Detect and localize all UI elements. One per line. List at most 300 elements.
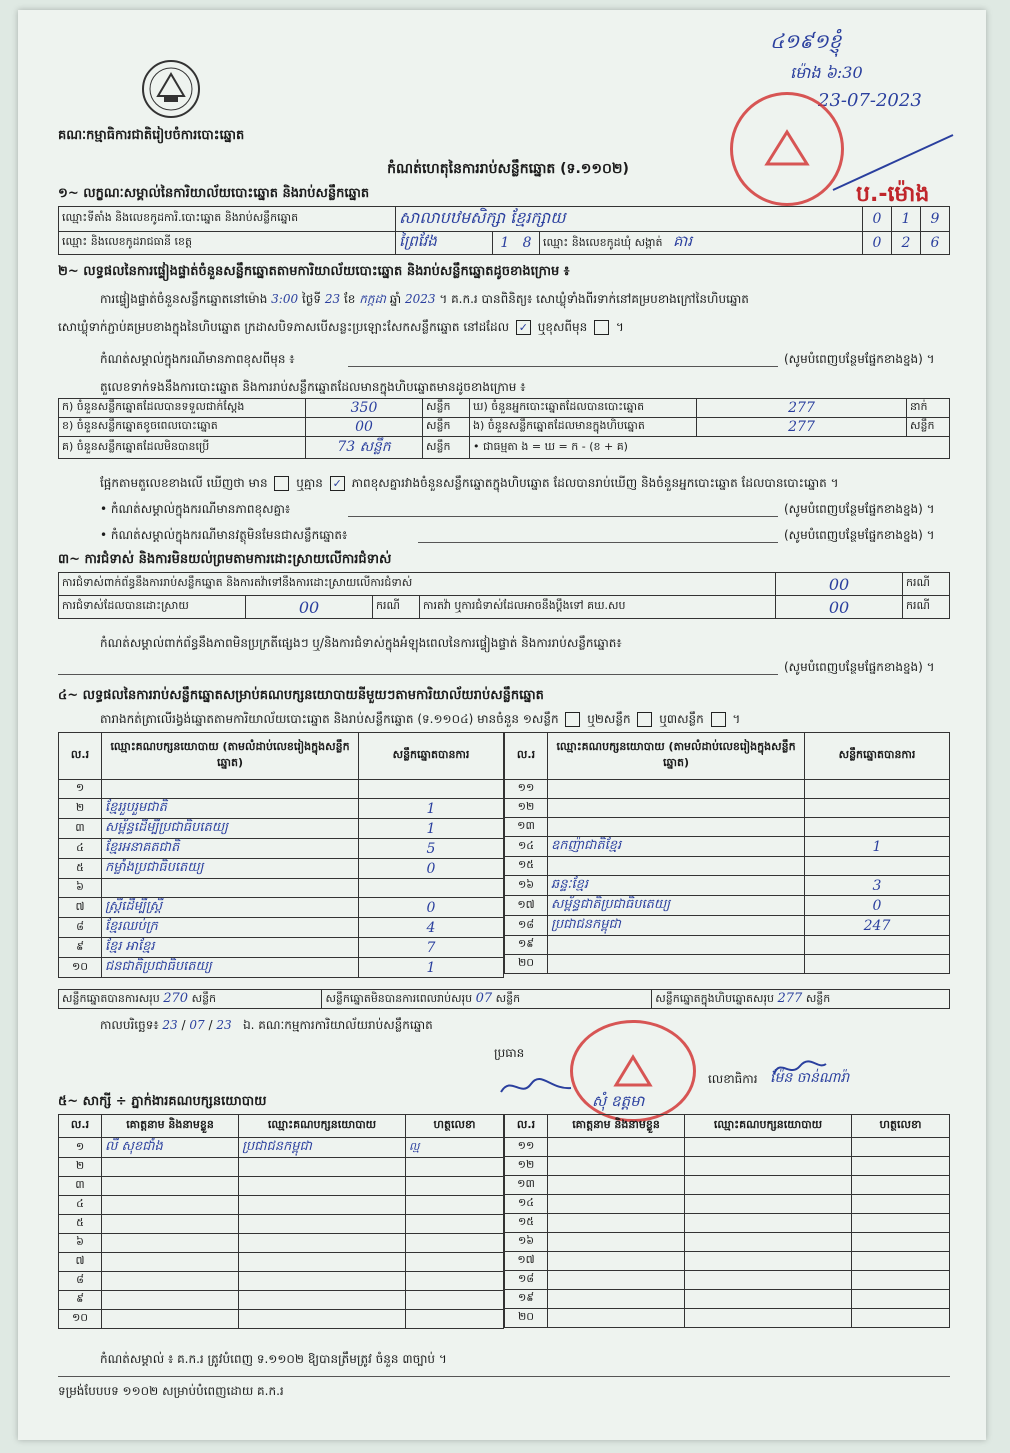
witness-signature [406, 1215, 504, 1234]
witness-party [685, 1233, 852, 1252]
president-name: សុំ ឧត្តមា [592, 1092, 645, 1110]
row-no: ៥ [59, 859, 102, 879]
row-no: ៣ [59, 1177, 102, 1196]
row-no: ២០ [505, 955, 548, 974]
section5-title: ៥~ សាក្សី ÷ ភ្នាក់ងារគណបក្សនយោបាយ [58, 1094, 267, 1109]
gh-label: ឃ) ចំនួនអ្នកបោះឆ្នោតដែលបានបោះឆ្នោត [470, 399, 697, 418]
bullet-difference-line [348, 516, 778, 517]
witness-name [548, 1138, 685, 1157]
witness-name: លី សុខជាំង [102, 1138, 239, 1158]
total-valid-cell [59, 990, 322, 1009]
totals-table [58, 989, 950, 1009]
form-title: កំណត់ហេតុនៃការរាប់សន្លឹកឆ្នោត (ទ.១១០២) [387, 161, 629, 177]
discrepancy-yes-checkbox[interactable] [274, 476, 289, 491]
party-name [548, 955, 805, 974]
row-no: ១៥ [505, 857, 548, 876]
witness-signature [406, 1196, 504, 1215]
result-row [505, 837, 950, 857]
row-no: ១២ [505, 1157, 548, 1176]
total-box-label: សន្លឹកឆ្នោតក្នុងហិបឆ្នោតសរុប [655, 991, 774, 1005]
col-votes: សន្លឹកឆ្នោតបានការ [359, 733, 504, 780]
result-row [505, 876, 950, 896]
row-no: ១ [59, 780, 102, 799]
row-no: ៦ [59, 879, 102, 898]
valid-votes: 3 [805, 876, 950, 896]
witness-name [102, 1272, 239, 1291]
result-row [59, 819, 504, 839]
objection-r2-label: ការជំទាស់ដែលបានដោះស្រាយ [59, 596, 246, 619]
valid-votes: 0 [359, 898, 504, 918]
section1-table [58, 206, 950, 255]
row-no: ៧ [59, 898, 102, 918]
kh-label: ខ) ចំនួនសន្លឹកឆ្នោតខូចពេលបោះឆ្នោត [59, 418, 306, 437]
secretary-label: លេខាធិការ [708, 1072, 758, 1086]
valid-votes: 1 [359, 799, 504, 819]
verify-time-label: ការផ្ទៀងផ្ទាត់ចំនួនសន្លឹកឆ្នោតនៅម៉ោង [100, 292, 268, 306]
ko-unit: សន្លឹក [423, 437, 470, 459]
section1-title: ១~ លក្ខណៈសម្គាល់នៃការិយាល័យបោះឆ្នោត និងរាប់សន្លឹកឆ្នោត [58, 186, 370, 201]
witness-party [239, 1310, 406, 1329]
row-no: ២ [59, 1158, 102, 1177]
total-valid-unit: សន្លឹក [191, 991, 217, 1005]
discrepancy-line [100, 476, 839, 491]
gh-value: 277 [697, 399, 907, 418]
province-value: ព្រៃវែង [396, 232, 493, 255]
handwritten-date: 23-07-2023 [818, 90, 922, 111]
party-name [548, 818, 805, 837]
witness-party [239, 1158, 406, 1177]
result-row [505, 818, 950, 837]
witness-party [239, 1253, 406, 1272]
result-row [59, 918, 504, 938]
valid-votes [805, 818, 950, 837]
witness-party [685, 1195, 852, 1214]
ng-label: ង) ចំនួនសន្លឹកឆ្នោតដែលមានក្នុងហិបឆ្នោត [470, 418, 697, 437]
result-row [59, 938, 504, 958]
witness-name [102, 1291, 239, 1310]
province-label: ឈ្មោះ និងលេខកូដរាជធានី ខេត្ត [59, 232, 396, 255]
discrepancy-label-a: ផ្អែកតាមតួលេខខាងលើ ឃើញថា មាន [100, 476, 268, 490]
valid-votes: 4 [359, 918, 504, 938]
ng-unit: សន្លឹក [907, 418, 950, 437]
row-no: ១៧ [505, 1252, 548, 1271]
verify-month-label: ខែ [343, 292, 356, 306]
objection-r3-label: ការតវ៉ា ឬការជំទាស់ដែលអាចនឹងប្តឹងទៅ គឃ.សប [420, 596, 776, 619]
gh-unit: នាក់ [907, 399, 950, 418]
row-no: ១៥ [505, 1214, 548, 1233]
party-name [548, 780, 805, 799]
total-valid: 270 [163, 990, 189, 1006]
verify-month: កក្កដា [359, 292, 386, 306]
witness-signature [406, 1291, 504, 1310]
witness-signature [406, 1272, 504, 1291]
footer-divider [58, 1376, 950, 1377]
witness-row [505, 1157, 950, 1176]
witness-row [59, 1215, 504, 1234]
row-no: ១ [59, 1138, 102, 1158]
total-box: 277 [777, 990, 803, 1006]
row-no: ១៩ [505, 936, 548, 955]
result-row [59, 839, 504, 859]
discrepancy-label-c: ភាពខុសគ្នារវាងចំនួនសន្លឹកឆ្នោតក្នុងហិបឆ្នោត ដែលបានរាប់ឃើញ និងចំនួនអ្នកបោះឆ្នោត ដែលបានបោះឆ្នោត ។ [351, 476, 839, 490]
witness-row [59, 1272, 504, 1291]
witness-row [505, 1214, 950, 1233]
footer-text: ទម្រង់បែបបទ ១១០២ សម្រាប់បំពេញដោយ គ.ក.រ [58, 1384, 284, 1398]
section4-title: ៤~ លទ្ធផលនៃការរាប់សន្លឹកឆ្នោតសម្រាប់គណបក្សនយោបាយនីមួយៗតាមការិយាល័យរាប់សន្លឹកឆ្នោត [58, 688, 544, 703]
row-no: ១៣ [505, 1176, 548, 1195]
witness-name [548, 1271, 685, 1290]
witness-party [239, 1272, 406, 1291]
row-no: ១០ [59, 958, 102, 978]
results-table-left [58, 732, 504, 978]
witness-name [102, 1215, 239, 1234]
results-table-right [504, 732, 950, 974]
section3-title: ៣~ ការជំទាស់ និងការមិនយល់ព្រមតាមការដោះស្រាយលើការជំទាស់ [58, 552, 392, 567]
w-col-name: គោត្តនាម និងនាមខ្លួន [548, 1115, 685, 1138]
three-sheet-checkbox[interactable] [711, 712, 726, 727]
change-note-line [348, 366, 778, 367]
witness-row [59, 1158, 504, 1177]
party-name: ជនជាតិប្រជាធិបតេយ្យ [102, 958, 359, 978]
witness-signature [852, 1290, 950, 1309]
w-col-sign: ហត្ថលេខា [406, 1115, 504, 1138]
ko-label: គ) ចំនួនសន្លឹកឆ្នោតដែលមិនបានប្រើ [59, 437, 306, 459]
two-sheet-checkbox[interactable] [637, 712, 652, 727]
result-row [505, 780, 950, 799]
result-row [59, 958, 504, 978]
witness-name [102, 1310, 239, 1329]
seal-status-text: សោឃ្លុំទាក់ភ្ជាប់គម្របខាងក្នុងនៃហិបឆ្នោត ក្រដាសបិទភាសបើសន្លះប្រឡោះសែកសន្លឹកឆ្នោត នៅដដែល [58, 320, 510, 334]
row-no: ១៨ [505, 1271, 548, 1290]
change-note-label: កំណត់សម្គាល់ក្នុងករណីមានភាពខុសពីមុន ៖ [100, 352, 295, 366]
president-signature-icon [496, 1070, 576, 1100]
witness-party [685, 1157, 852, 1176]
witness-signature [852, 1309, 950, 1328]
discrepancy-no-checkbox[interactable]: ✓ [330, 476, 345, 491]
valid-votes [805, 955, 950, 974]
objection-r1-label: ការជំទាស់ពាក់ព័ន្ធនឹងការរាប់សន្លឹកឆ្នោត និងការតវ៉ាទៅនឹងការដោះស្រាយលើការជំទាស់ [59, 573, 776, 596]
party-name [548, 857, 805, 876]
witness-name [102, 1234, 239, 1253]
verify-year-label: ឆ្នាំ [389, 292, 402, 306]
objection-r3-unit: ករណី [903, 596, 950, 619]
location-code-3: 9 [921, 207, 950, 232]
valid-votes [805, 780, 950, 799]
row-no: ៣ [59, 819, 102, 839]
witness-name [548, 1233, 685, 1252]
location-label: ឈ្មោះទីតាំង និងលេខកូដការិ.បោះឆ្នោត និងរាប់សន្លឹកឆ្នោត [59, 207, 396, 232]
result-row [505, 916, 950, 936]
w-col-no: ល.រ [59, 1115, 102, 1138]
witness-name [102, 1177, 239, 1196]
witness-name [102, 1253, 239, 1272]
witness-party [239, 1234, 406, 1253]
tally-sheet-intro: តារាងកត់ត្រាលើរង្វង់ឆ្នោតតាមការិយាល័យបោះឆ្នោត និងរាប់សន្លឹកឆ្នោត (ទ.១១០៤) មានចំនួន ១សន្លឹក [100, 712, 559, 726]
row-no: ១៩ [505, 1290, 548, 1309]
commune-code-2: 2 [892, 232, 921, 255]
witness-name [548, 1290, 685, 1309]
witness-signature [852, 1138, 950, 1157]
result-row [505, 896, 950, 916]
objection-r1-unit: ករណី [903, 573, 950, 596]
row-no: ៤ [59, 839, 102, 859]
commune-cell [540, 232, 863, 255]
valid-votes: 0 [359, 859, 504, 879]
col-votes: សន្លឹកឆ្នោតបានការ [805, 733, 950, 780]
witness-row [505, 1309, 950, 1328]
handwritten-time: ម៉ោង ៦:30 [790, 63, 863, 82]
witness-party [239, 1177, 406, 1196]
section2-para2: សោឃ្លុំទាក់ភ្ជាប់គម្របខាងក្នុងនៃហិបឆ្នោត ក្រដាសបិទភាសបើសន្លះប្រឡោះសែកសន្លឹកឆ្នោត នៅដដែល ✓ ឬខុសពីមុន ។ [58, 320, 624, 334]
valid-votes: 247 [805, 916, 950, 936]
three-sheet-label: ឬ៣សន្លឹក [659, 712, 704, 726]
changed-label: ឬខុសពីមុន [537, 320, 588, 334]
row-no: ១៧ [505, 896, 548, 916]
party-name [548, 936, 805, 955]
party-name: ប្រជាជនកម្ពុជា [548, 916, 805, 936]
changed-checkbox[interactable] [594, 320, 609, 335]
province-code-1: 1 [500, 235, 510, 251]
witness-party [685, 1271, 852, 1290]
result-row [59, 780, 504, 799]
result-row [59, 879, 504, 898]
k-value: 350 [306, 399, 423, 418]
party-name: កម្លាំងប្រជាធិបតេយ្យ [102, 859, 359, 879]
witness-name [548, 1214, 685, 1233]
w-col-party: ឈ្មោះគណបក្សនយោបាយ [239, 1115, 406, 1138]
witness-signature [852, 1176, 950, 1195]
total-invalid-label: សន្លឹកឆ្នោតមិនបានការពេលរាប់សរុប [325, 991, 473, 1005]
party-name: ខ្មែររួបរួមជាតិ [102, 799, 359, 819]
valid-votes: 1 [359, 958, 504, 978]
objections-table [58, 572, 950, 619]
objection-r2-value: 00 [246, 596, 373, 619]
row-no: ២០ [505, 1309, 548, 1328]
witness-row [505, 1176, 950, 1195]
col-no: ល.រ [505, 733, 548, 780]
tally-sheet-line: តារាងកត់ត្រាលើរង្វង់ឆ្នោតតាមការិយាល័យបោះឆ្នោត និងរាប់សន្លឹកឆ្នោត (ទ.១១០៤) មានចំនួន ១សន្លឹក ឬ២សន្លឹក ឬ៣សន្លឹក ។ [100, 712, 741, 726]
committee-name: គណៈកម្មាធិការជាតិរៀបចំការបោះឆ្នោត [58, 128, 245, 143]
party-name: ស្ត្រីដើម្បីស្ត្រី [102, 898, 359, 918]
witness-table-right [504, 1114, 950, 1328]
form-page [18, 10, 986, 1440]
k-label: ក) ចំនួនសន្លឹកឆ្នោតដែលបានទទួលជាក់ស្តែង [59, 399, 306, 418]
location-code-2: 1 [892, 207, 921, 232]
figures-intro: តួលេខទាក់ទងនឹងការបោះឆ្នោត និងការរាប់សន្លឹកឆ្នោតដែលមានក្នុងហិបឆ្នោតមានដូចខាងក្រោម ៖ [100, 380, 526, 394]
witness-row [59, 1234, 504, 1253]
party-name [548, 799, 805, 818]
objection-note: កំណត់សម្គាល់ពាក់ព័ន្ធនឹងភាពមិនប្រក្រតីផ្សេងៗ ឬ/និងការជំទាស់ក្នុងអំឡុងពេលនៃការផ្ទៀងផ្ទាត់ និងការរាប់សន្លឹកឆ្នោត៖ [100, 636, 622, 650]
kh-unit: សន្លឹក [423, 418, 470, 437]
witness-row [505, 1252, 950, 1271]
witness-row [505, 1271, 950, 1290]
row-no: ១៣ [505, 818, 548, 837]
bullet-foreign-line [418, 542, 778, 543]
section5-note: កំណត់សម្គាល់ ៖ គ.ក.រ ត្រូវបំពេញ ទ.១១០២ ឱ្យបានត្រឹមត្រូវ ចំនួន ៣ច្បាប់ ។ [100, 1352, 447, 1366]
witness-signature [406, 1177, 504, 1196]
witness-name [548, 1252, 685, 1271]
bullet-foreign-fill: (សូមបំពេញបន្ថែមផ្នែកខាងខ្នង) ។ [784, 528, 935, 542]
row-no: ១៦ [505, 1233, 548, 1252]
result-row [505, 936, 950, 955]
witness-signature [406, 1253, 504, 1272]
verify-time: 3:00 [271, 292, 299, 306]
commune-code-1: 0 [863, 232, 892, 255]
nec-emblem-icon [140, 58, 202, 120]
witness-signature [852, 1271, 950, 1290]
witness-party [685, 1290, 852, 1309]
row-no: ១៤ [505, 1195, 548, 1214]
valid-votes: 1 [805, 837, 950, 857]
witness-signature [406, 1158, 504, 1177]
k-unit: សន្លឹក [423, 399, 470, 418]
row-no: ១៦ [505, 876, 548, 896]
objection-r2-unit: ករណី [373, 596, 420, 619]
valid-votes [805, 799, 950, 818]
row-no: ៦ [59, 1234, 102, 1253]
party-name: សម្ព័ន្ធដើម្បីប្រជាធិបតេយ្យ [102, 819, 359, 839]
party-name: សម្ព័ន្ធជាតិប្រជាធិបតេយ្យ [548, 896, 805, 916]
col-party: ឈ្មោះគណបក្សនយោបាយ (តាមលំដាប់លេខរៀងក្នុងសន្លឹកឆ្នោត) [548, 733, 805, 780]
row-no: ៩ [59, 1291, 102, 1310]
commune-label: ឈ្មោះ និងលេខកូដឃុំ សង្កាត់ [543, 236, 663, 249]
total-box-cell [652, 990, 950, 1009]
witness-party [685, 1252, 852, 1271]
date-label: កាលបរិច្ឆេទ៖ [100, 1018, 159, 1032]
commune-code-3: 6 [921, 232, 950, 255]
official-stamp-top [730, 92, 844, 206]
stamp-tag: ប.-ម៉ោង [856, 182, 930, 207]
party-name: ឧកញ៉ាជាតិខ្មែរ [548, 837, 805, 857]
date-month: 07 [189, 1018, 205, 1032]
witness-row [505, 1138, 950, 1157]
row-no: ១១ [505, 1138, 548, 1157]
witness-name [548, 1176, 685, 1195]
witness-signature [852, 1252, 950, 1271]
result-row [59, 859, 504, 879]
row-no: ១០ [59, 1310, 102, 1329]
w-col-no: ល.រ [505, 1115, 548, 1138]
row-no: ១១ [505, 780, 548, 799]
discrepancy-label-b: ឬគ្មាន [296, 476, 323, 490]
row-no: ៧ [59, 1253, 102, 1272]
row-no: ៩ [59, 938, 102, 958]
objection-r1-value: 00 [776, 573, 903, 596]
section2-para1 [100, 292, 749, 307]
result-row [505, 857, 950, 876]
verify-day-label: ថ្ងៃទី [301, 292, 321, 306]
witness-row [505, 1233, 950, 1252]
valid-votes [359, 780, 504, 799]
col-no: ល.រ [59, 733, 102, 780]
section2-title: ២~ លទ្ធផលនៃការផ្ទៀងផ្ទាត់ចំនួនសន្លឹកឆ្នោតតាមការិយាល័យបោះឆ្នោត និងរាប់សន្លឹកឆ្នោតដូចខាងក្រោម ៖ [58, 264, 570, 279]
commune-value: គារ [673, 232, 693, 250]
kh-value: 00 [306, 418, 423, 437]
location-code-1: 0 [863, 207, 892, 232]
valid-votes [805, 857, 950, 876]
objection-r3-value: 00 [776, 596, 903, 619]
w-col-name: គោត្តនាម និងនាមខ្លួន [102, 1115, 239, 1138]
witness-row [59, 1177, 504, 1196]
witness-party [685, 1176, 852, 1195]
valid-votes: 1 [359, 819, 504, 839]
witness-signature [852, 1214, 950, 1233]
date-year: 23 [216, 1018, 232, 1032]
party-name: ខ្មែរឈប់ក្រ [102, 918, 359, 938]
two-sheet-label: ឬ២សន្លឹក [587, 712, 631, 726]
witness-row [59, 1310, 504, 1329]
witness-table-left [58, 1114, 504, 1329]
bullet-difference-fill: (សូមបំពេញបន្ថែមផ្នែកខាងខ្នង) ។ [784, 502, 935, 516]
valid-votes [805, 936, 950, 955]
handwritten-receipt-no: ៤១៩១ខ្ញុំ [770, 29, 842, 53]
party-name: ខ្មែរអនាគតជាតិ [102, 839, 359, 859]
province-code [493, 232, 540, 255]
result-row [59, 898, 504, 918]
row-no: ១៤ [505, 837, 548, 857]
ng-value: 277 [697, 418, 907, 437]
row-no: ៤ [59, 1196, 102, 1215]
total-invalid-unit: សន្លឹក [495, 991, 521, 1005]
witness-signature [406, 1234, 504, 1253]
location-value: សាលាបឋមសិក្សា ខ្មែរក្សាយ [396, 207, 863, 232]
witness-party [239, 1215, 406, 1234]
witness-row [59, 1253, 504, 1272]
result-row [59, 799, 504, 819]
bullet-difference: • កំណត់សម្គាល់ក្នុងករណីមានភាពខុសគ្នា៖ [100, 502, 291, 516]
col-party: ឈ្មោះគណបក្សនយោបាយ (តាមលំដាប់លេខរៀងក្នុងសន្លឹកឆ្នោត) [102, 733, 359, 780]
witness-party [685, 1214, 852, 1233]
witness-party [239, 1196, 406, 1215]
same-checkbox[interactable]: ✓ [516, 320, 531, 335]
party-name: ឆន្ទៈខ្មែរ [548, 876, 805, 896]
total-valid-label: សន្លឹកឆ្នោតបានការសរុប [62, 991, 160, 1005]
total-box-unit: សន្លឹក [805, 991, 831, 1005]
result-row [505, 799, 950, 818]
witness-row [505, 1195, 950, 1214]
bullet-foreign: • កំណត់សម្គាល់ក្នុងករណីមានវត្ថុមិនមែនជាសន្លឹកឆ្នោត៖ [100, 528, 348, 542]
witness-signature [406, 1310, 504, 1329]
total-invalid: 07 [475, 990, 493, 1006]
witness-name [102, 1196, 239, 1215]
valid-votes: 0 [805, 896, 950, 916]
formula: • ជាធម្មតា ង = ឃ = ក - (ខ + គ) [470, 437, 950, 459]
president-label: ប្រធាន [494, 1046, 525, 1060]
party-name: ខ្មែរ អាខ្មែរ [102, 938, 359, 958]
witness-signature [852, 1157, 950, 1176]
date-day: 23 [162, 1018, 178, 1032]
total-invalid-cell [322, 990, 652, 1009]
witness-name [548, 1309, 685, 1328]
one-sheet-checkbox[interactable] [565, 712, 580, 727]
row-no: ១២ [505, 799, 548, 818]
result-row [505, 955, 950, 974]
witness-row [59, 1196, 504, 1215]
province-code-2: 8 [522, 235, 532, 251]
verify-text: ។ គ.ក.រ បានពិនិត្យ៖ សោឃ្លុំទាំងពីរទាក់នៅគម្របខាងក្រៅនៃហិបឆ្នោត [439, 292, 749, 306]
row-no: ៨ [59, 918, 102, 938]
verify-year: 2023 [404, 292, 436, 306]
row-no: ៥ [59, 1215, 102, 1234]
witness-party: ប្រជាជនកម្ពុជា [239, 1138, 406, 1158]
witness-name [548, 1157, 685, 1176]
stamp-emblem-icon [757, 124, 817, 174]
ko-value: 73 សន្លឹក [306, 437, 423, 459]
witness-signature [852, 1233, 950, 1252]
row-no: ១៨ [505, 916, 548, 936]
w-col-sign: ហត្ថលេខា [852, 1115, 950, 1138]
verify-day: 23 [324, 292, 341, 306]
